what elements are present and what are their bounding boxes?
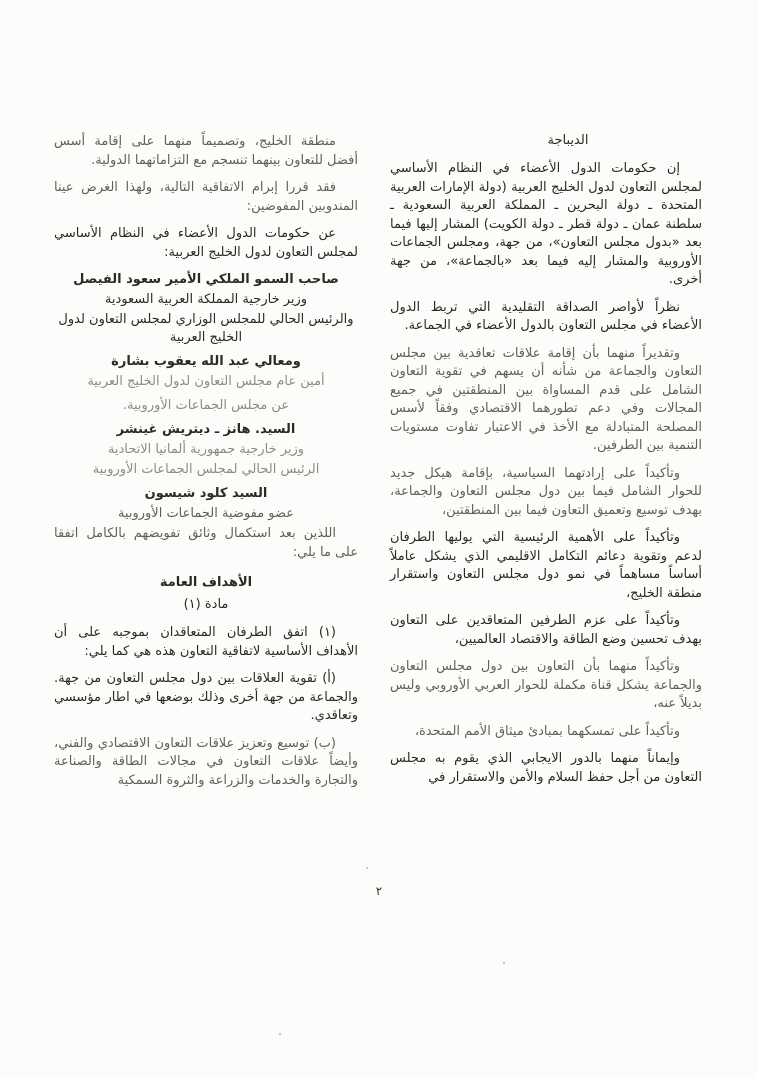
delegate-name-claude-cheysson: السيد كلود شيسون bbox=[144, 486, 268, 501]
section-heading-general-objectives: الأهداف العامة bbox=[159, 575, 253, 590]
continuation-paragraph-1: منطقة الخليج، وتصميماً منهما على إقامة أسس أفضل للتعاون بينهما تنسجم مع التزاماتهما الدولية. bbox=[54, 134, 358, 168]
article-1-item-a: (أ) تقوية العلاقات بين دول مجلس التعاون من جهة. والجماعة من جهة أخرى وذلك بوضعها في اطار مؤسسي وتعاقدي. bbox=[54, 671, 358, 723]
preamble-paragraph-4: وتأكيداً على إرادتهما السياسية، بإقامة هيكل جديد للحوار الشامل فيما بين دول مجلس التعاون والجماعة، بهدف توسيع وتعميق التعاون فيما بين المنطقتين، bbox=[390, 465, 702, 518]
delegate-title-ec-council-president: الرئيس الحالي لمجلس الجماعات الأوروبية bbox=[92, 462, 320, 477]
delegate-title-saudi-foreign-minister: وزير خارجية المملكة العربية السعودية bbox=[104, 292, 308, 307]
preamble-column bbox=[390, 133, 702, 796]
scan-speckle bbox=[503, 962, 505, 964]
continuation-column bbox=[54, 133, 358, 799]
credentials-clause: اللذين بعد استكمال وثائق تفويضهم بالكامل اتفقا على ما يلي: bbox=[54, 526, 358, 560]
preamble-heading: الديباجة bbox=[547, 133, 589, 148]
continuation-paragraph-3: عن حكومات الدول الأعضاء في النظام الأساسي لمجلس التعاون لدول الخليج العربية: bbox=[54, 226, 358, 260]
delegate-name-saud-al-faisal: صاحب السمو الملكي الأمير سعود الفيصل bbox=[73, 272, 339, 287]
article-1-heading: مادة (١) bbox=[183, 597, 229, 612]
preamble-paragraph-3: وتقديراً منهما بأن إقامة علاقات تعاقدية بين مجلس التعاون والجماعة من شأنه أن يسهم في تقوية التعاون الشامل على قدم المساواة بين المنطقتين في جميع المجالات وفي دعم تطورهما الاقتصادي وفقاً لأسس المصلحة المتبادلة مع الأخذ في الاعتبار تفاوت مستويات التنمية بين الطرفين. bbox=[390, 345, 702, 453]
preamble-paragraph-1: إن حكومات الدول الأعضاء في النظام الأساسي لمجلس التعاون لدول الخليج العربية (دولة الإمارات العربية المتحدة ـ دولة البحرين ـ المملكة العربية السعودية ـ سلطنة عمان ـ دولة قطر ـ دولة الكويت) المشار إليها فيما بعد «بدول مجلس التعاون»، من جهة، ومجلس الجماعات الأوروبية والمشار إليه فيما بعد «بالجماعة»، من جهة أخرى. bbox=[390, 161, 702, 287]
preamble-paragraph-6: وتأكيداً على عزم الطرفين المتعاقدين على التعاون بهدف تحسين وضع الطاقة والاقتصاد العالميين، bbox=[390, 613, 702, 647]
continuation-paragraph-2: فقد قررا إبرام الاتفاقية التالية، ولهذا الغرض عينا المندوبين المفوضين: bbox=[54, 180, 358, 214]
preamble-paragraph-8: وتأكيداً على تمسكهما بمبادئ ميثاق الأمم المتحدة، bbox=[414, 723, 680, 739]
page-number: ٢ bbox=[375, 884, 383, 898]
delegate-name-hans-dietrich-genscher: السيد. هانز ـ ديتريش غينشر bbox=[116, 422, 296, 437]
preamble-paragraph-7: وتأكيداً منهما بأن التعاون بين دول مجلس التعاون والجماعة يشكل قناة مكملة للحوار العربي الأوروبي وليس بديلاً عنه، bbox=[390, 659, 702, 711]
scan-speckle bbox=[279, 1033, 281, 1035]
delegate-title-ec-commission-member: عضو مفوضية الجماعات الأوروبية bbox=[117, 506, 295, 521]
preamble-paragraph-2: نظراً لأواصر الصداقة التقليدية التي تربط الدول الأعضاء في مجلس التعاون بالدول الأعضاء في الجماعة. bbox=[390, 299, 702, 333]
article-1-item-b: (ب) توسيع وتعزيز علاقات التعاون الاقتصادي والفني، وأيضاً علاقات التعاون في مجالات الطاقة والصناعة والتجارة والخدمات والزراعة والثروة السمكية bbox=[54, 735, 358, 788]
delegate-title-gcc-secretary-general: أمين عام مجلس التعاون لدول الخليج العربية bbox=[87, 374, 325, 389]
delegate-title-german-foreign-minister: وزير خارجية جمهورية ألمانيا الاتحادية bbox=[107, 442, 305, 457]
delegation-label-european-communities: عن مجلس الجماعات الأوروبية. bbox=[122, 398, 290, 413]
delegate-name-abdullah-bishara: ومعالي عبد الله يعقوب بشارة bbox=[111, 354, 301, 369]
article-1-paragraph-1: (١) اتفق الطرفان المتعاقدان بموجبه على أن الأهداف الأساسية لاتفاقية التعاون هذه هي كما يلي: bbox=[54, 625, 358, 659]
delegate-title-gcc-ministerial-council-president: والرئيس الحالي للمجلس الوزاري لمجلس التعاون لدول الخليج العربية bbox=[58, 312, 354, 345]
preamble-paragraph-9: وإيماناً منهما بالدور الايجابي الذي يقوم به مجلس التعاون من أجل حفظ السلام والأمن والاستقرار في bbox=[390, 751, 702, 785]
scan-speckle bbox=[366, 867, 368, 869]
preamble-paragraph-5: وتأكيداً على الأهمية الرئيسية التي يوليها الطرفان لدعم وتقوية دعائم التكامل الاقليمي الذي يشكل عاملاً أساساً مساهماً في نمو دول مجلس التعاون واستقرار منطقة الخليج، bbox=[390, 530, 702, 601]
